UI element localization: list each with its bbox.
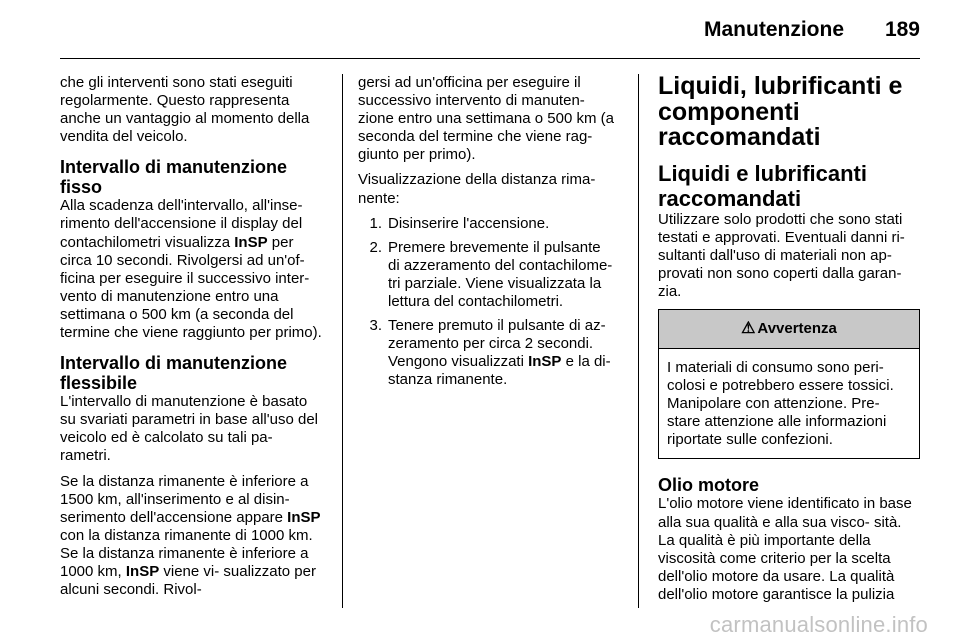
list-item [358,239,616,311]
steps-list [358,215,616,390]
warning-triangle-icon: ⚠ [741,319,756,337]
step-number: 3. [369,317,382,335]
column-2 [358,74,616,396]
heading-engine-oil: Olio motore [658,475,760,496]
insp-code: InSP [528,353,562,371]
heading-fixed-interval: Intervallo di manutenzione fisso [60,157,288,198]
chapter-heading: Liquidi, lubrificanti e componenti raccomandati [658,72,903,151]
warning-text: I materiali di consumo sono peri- colosi e potrebbero essere tossici. Manipolare con attenzione. Pre- stare attenzione alle informazioni riportate sulle confezioni. [667,358,894,449]
list-item [358,317,616,389]
warning-box [658,309,920,459]
warning-title: Avvertenza [757,319,837,337]
paragraph: Visualizzazione della distanza rima- nente: [358,171,596,207]
column-1 [60,74,326,606]
list-item [358,215,616,233]
header-divider [60,58,920,59]
page-header [0,0,960,60]
step-text: Tenere premuto il pulsante di az- zeramento per circa 2 secondi. Vengono visualizzati InSP e la di- stanza rimanente. [388,317,611,389]
step-text: Disinserire l'accensione. [388,214,550,232]
section-heading: Liquidi e lubrificanti raccomandati [658,160,867,211]
warning-header [659,310,919,349]
paragraph: Se la distanza rimanente è inferiore a 1500 km, all'inserimento e al disin- serimento dell'accensione appare InSP con la distanza rimanente di 1000 km. Se la distanza rimanente è inferiore a 1000 km, InSP viene vi- sualizzato per alcuni secondi. Rivol- [60,472,321,599]
step-number: 2. [369,238,382,256]
column-3 [658,74,920,611]
section-title: Manutenzione [704,18,844,41]
paragraph: che gli interventi sono stati eseguiti regolarmente. Questo rappresenta anche un vantaggio al momento della vendita del veicolo. [60,74,310,146]
column-divider [638,74,639,608]
paragraph: gersi ad un'officina per eseguire il successivo intervento di manuten- zione entro una settimana o 500 km (a seconda del termine che viene rag- giunto per primo). [358,74,614,164]
column-divider [342,74,343,608]
paragraph: Utilizzare solo prodotti che sono stati testati e approvati. Eventuali danni ri- sultanti dall'uso di materiali non ap- provati non sono coperti dalla garan- zia. [658,210,905,300]
insp-code: InSP [125,562,160,580]
step-text: Premere brevemente il pulsante di azzeramento del contachilome- tri parziale. Viene visualizzata la lettura del contachilometri. [388,238,613,311]
paragraph: L'intervallo di manutenzione è basato su svariati parametri in base all'uso del veicolo ed è calcolato su tali pa- rametri. [60,393,318,465]
step-number: 1. [369,214,382,232]
paragraph: Alla scadenza dell'intervallo, all'inse- rimento dell'accensione il display del contachilometri visualizza InSP per circa 10 secondi. Rivolgersi ad un'of- ficina per eseguire il successivo inter- vento di manutenzione entro una settimana o 500 km (a seconda del termine che viene raggiunto per primo). [60,197,322,342]
paragraph: L'olio motore viene identificato in base alla sua qualità e alla sua visco- sità. La qualità è più importante della viscosità come criterio per la scelta dell'olio motore da usare. La qualità dell'olio motore garantisce la pulizia [658,495,912,603]
insp-code: InSP [287,508,321,526]
watermark: carmanualsonline.info [709,612,928,637]
page-number: 189 [884,18,920,41]
insp-code: InSP [234,233,268,251]
heading-flexible-interval: Intervallo di manutenzione flessibile [60,353,288,394]
